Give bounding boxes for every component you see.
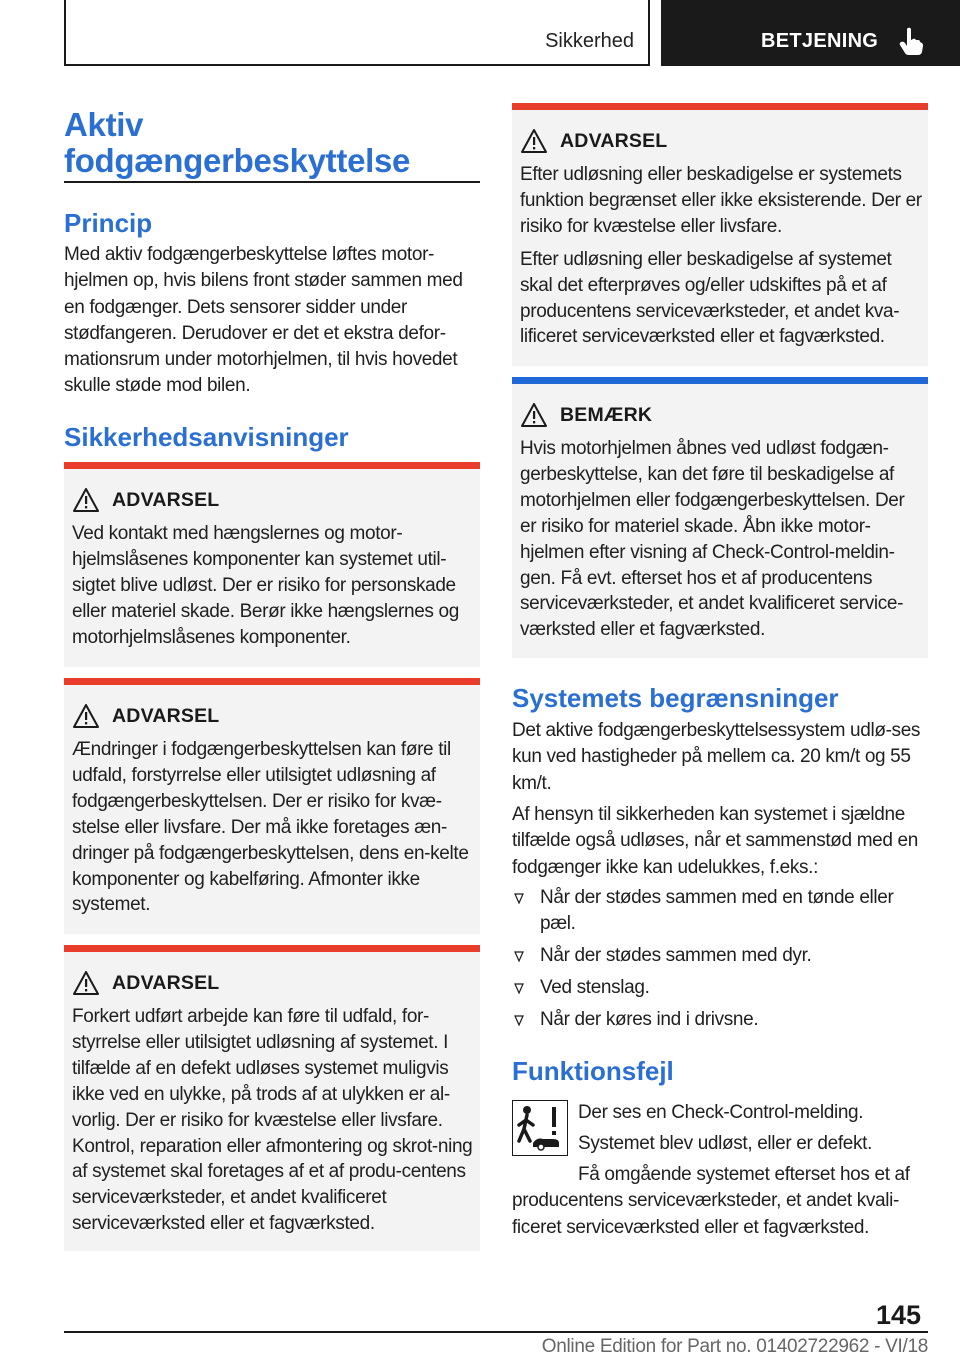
page-title-line2: fodgængerbeskyttelse xyxy=(64,142,411,179)
list-item: Når der køres ind i drivsne. xyxy=(512,1007,928,1033)
list-item: Når der stødes sammen med en tønde eller pæl. xyxy=(512,885,928,937)
note-text: Hvis motorhjelmen åbnes ved udløst fodgæn-gerbeskyttelse, kan det føre til beskadigelse af motorhjelmen eller fodgængerbeskyttelsen. Der er risiko for materiel skade. Åbn ikke motor-hjelmen efter visning af Check-Control-meldin-gen. Få evt. efterset hos et af producentens serviceværksteder, et andet kvalificeret service-værksted eller et fagværksted. xyxy=(520,438,905,641)
warning-box xyxy=(64,678,480,934)
page-header xyxy=(0,0,960,66)
list-item: Når der stødes sammen med dyr. xyxy=(512,943,928,969)
edition-text: Online Edition for Part no. 01402722962 - VI/18 xyxy=(541,1336,928,1357)
warning-triangle-icon xyxy=(72,487,100,513)
warning-title: ADVARSEL xyxy=(560,130,668,152)
chapter-label: BETJENING xyxy=(761,30,879,52)
note-box xyxy=(512,377,928,658)
warning-title: ADVARSEL xyxy=(112,705,220,727)
warning-box xyxy=(64,462,480,667)
fault-heading: Funktionsfejl xyxy=(512,1056,674,1086)
hand-pointer-icon xyxy=(897,26,925,56)
fault-line: Systemet blev udløst, eller er defekt. xyxy=(578,1133,872,1154)
warning-paragraph: Efter udløsning eller beskadigelse er systemets funktion begrænset eller ikke eksisterende. Der er risiko for kvæstelse eller livsfare. xyxy=(520,164,922,237)
warning-triangle-icon xyxy=(72,970,100,996)
section-tab xyxy=(64,0,650,66)
warning-box xyxy=(64,945,480,1251)
warning-title: ADVARSEL xyxy=(112,972,220,994)
limits-list xyxy=(512,885,928,1039)
warning-text xyxy=(520,162,922,350)
note-title: BEMÆRK xyxy=(560,404,653,426)
warning-triangle-icon xyxy=(520,402,548,428)
limits-text: Det aktive fodgængerbeskyttelsessystem udlø-ses kun ved hastigheder på mellem ca. 20 km/t og 55 km/t. xyxy=(512,720,921,794)
safety-heading: Sikkerhedsanvisninger xyxy=(64,422,349,452)
warning-box xyxy=(512,103,928,366)
pedestrian-warning-icon xyxy=(512,1100,568,1156)
list-bullet-icon xyxy=(514,893,524,904)
fault-line: Der ses en Check-Control-melding. xyxy=(578,1102,864,1123)
section-label: Sikkerhed xyxy=(545,30,634,52)
warning-triangle-icon xyxy=(520,128,548,154)
page-title-line1: Aktiv xyxy=(64,106,144,143)
list-bullet-icon xyxy=(514,983,524,994)
warning-title: ADVARSEL xyxy=(112,489,220,511)
footer-divider xyxy=(64,1331,928,1333)
list-item: Ved stenslag. xyxy=(512,975,928,1001)
warning-paragraph: Efter udløsning eller beskadigelse af systemet skal det efterprøves og/eller udskiftes på et af producentens serviceværksteder, et andet kva-lificeret serviceværksted eller et fagværksted. xyxy=(520,248,900,348)
warning-text: Forkert udført arbejde kan føre til udfald, for-styrrelse eller utilsigtet udløsning af systemet. I tilfælde af en defekt udløses systemet muligvis ikke ved en ulykke, på trods af at ulykken er al-vorlig. Der er risiko for kvæstelse eller livsfare. Kontrol, reparation eller afmontering og skrot-ning af systemet skal foretages af et af produ-centens serviceværksteder, et andet kvalificeret serviceværksted eller et fagværksted. xyxy=(72,1006,473,1235)
warning-text: Ændringer i fodgængerbeskyttelsen kan føre til udfald, forstyrrelse eller utilsigtet udløsning af fodgængerbeskyttelsen. Der er risiko for kvæ-stelse eller livsfare. Der må ikke foretages æn-dringer på fodgængerbeskyttelsen, dens en-kelte komponenter og kabelføring. Afmonter ikke systemet. xyxy=(72,739,469,916)
title-divider xyxy=(64,181,480,183)
principle-heading: Princip xyxy=(64,208,153,238)
page-number: 145 xyxy=(876,1300,922,1330)
fault-line: Få omgående systemet efterset hos et af producentens serviceværksteder, et andet kvali-ficeret serviceværksted eller et fagværksted. xyxy=(512,1164,910,1238)
list-bullet-icon xyxy=(514,951,524,962)
warning-text: Ved kontakt med hængslernes og motor-hjelmslåsenes komponenter kan systemet util-sigtet blive udløst. Der er risiko for personskade eller materiel skade. Berør ikke hængslernes og motorhjelmslåsenes komponenter. xyxy=(72,523,459,648)
chapter-tab xyxy=(661,0,960,66)
list-bullet-icon xyxy=(514,1015,524,1026)
limits-heading: Systemets begrænsninger xyxy=(512,683,839,713)
principle-text: Med aktiv fodgængerbeskyttelse løftes motor-hjelmen op, hvis bilens front støder sammen med en fodgænger. Dets sensorer sidder under stødfangeren. Derudover er det et ekstra defor-mationsrum under motorhjelmen, til hvis hovedet skulle støde mod bilen. xyxy=(64,244,463,397)
warning-triangle-icon xyxy=(72,703,100,729)
limits-text: Af hensyn til sikkerheden kan systemet i sjældne tilfælde også udløses, når et sammenstød med en fodgænger ikke kan udelukkes, f.eks.: xyxy=(512,804,918,878)
